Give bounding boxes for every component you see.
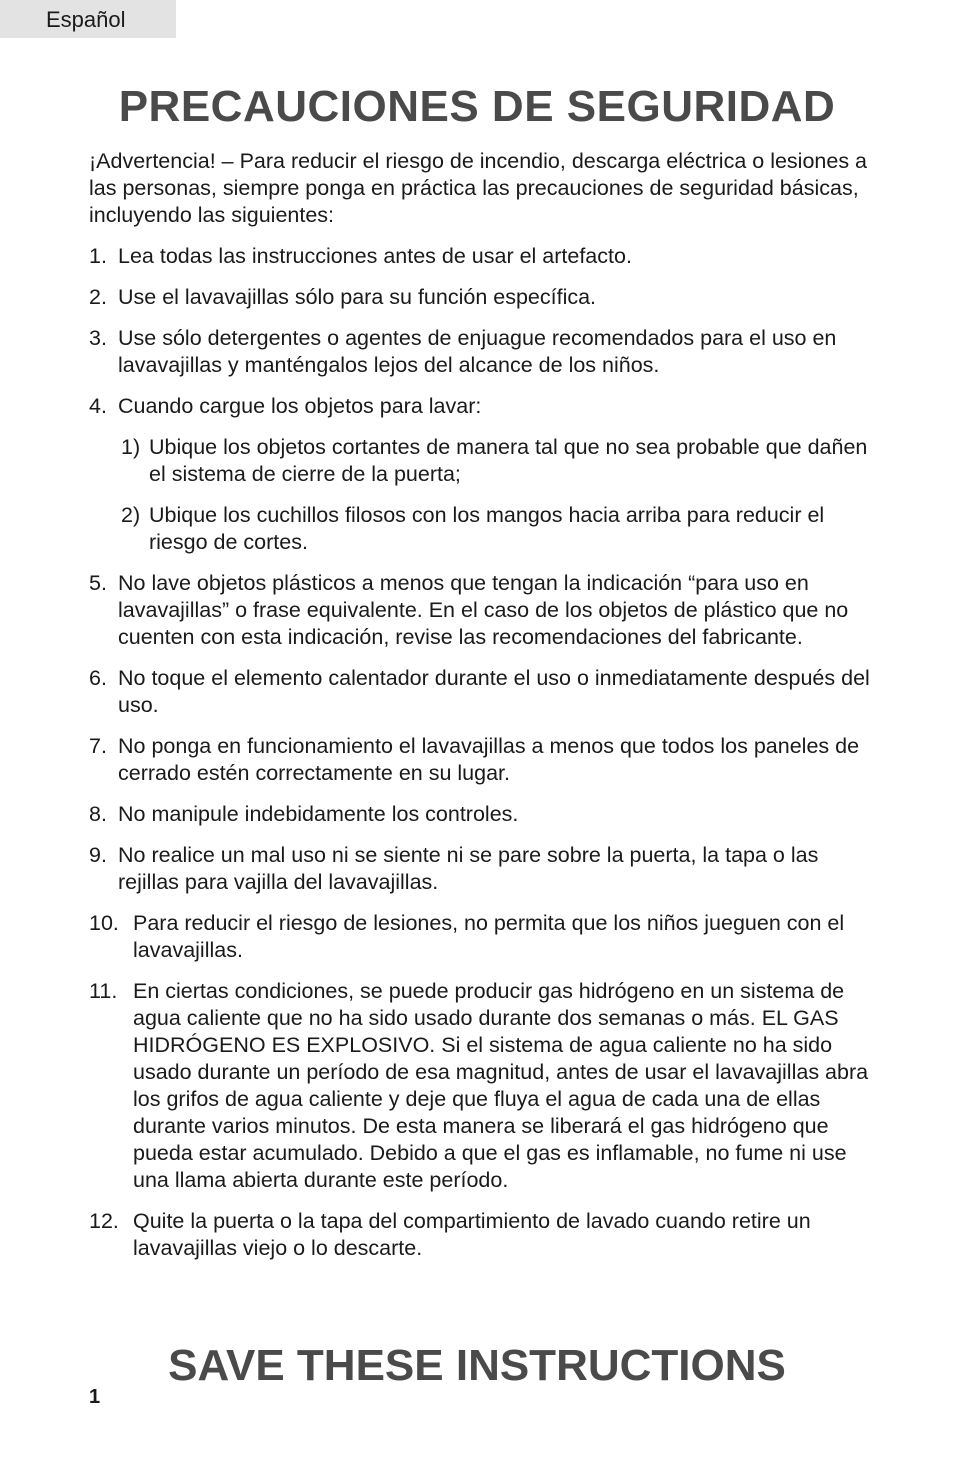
item-text: No realice un mal uso ni se siente ni se pare sobre la puerta, la tapa o las rejillas para vajilla del lavavajillas. [118, 843, 819, 894]
item-number: 1. [89, 244, 107, 268]
list-item [89, 910, 879, 964]
list-item [89, 393, 879, 420]
subitem-number: 1) [121, 435, 141, 459]
item-text: Lea todas las instrucciones antes de usar el artefacto. [118, 244, 632, 268]
sub-list-item [121, 434, 879, 488]
item-number: 3. [89, 326, 107, 350]
item-number: 4. [89, 394, 107, 418]
item-number: 9. [89, 843, 107, 867]
page-title: PRECAUCIONES DE SEGURIDAD [118, 82, 836, 131]
item-text: Use el lavavajillas sólo para su función específica. [118, 285, 597, 309]
save-instructions-heading: SAVE THESE INSTRUCTIONS [168, 1341, 786, 1390]
subitem-text: Ubique los objetos cortantes de manera tal que no sea probable que dañen el sistema de cierre de la puerta; [149, 435, 868, 486]
list-item [89, 284, 879, 311]
item-number: 5. [89, 571, 107, 595]
item-number: 6. [89, 666, 107, 690]
item-number: 7. [89, 734, 107, 758]
page-number: 1 [89, 1386, 101, 1408]
list-item [89, 1208, 879, 1262]
item-text: En ciertas condiciones, se puede producir gas hidrógeno en un sistema de agua caliente que no ha sido usado durante dos semanas o más. EL GAS HIDRÓGENO ES EXPLOSIVO. Si el sistema de agua caliente no ha sido usado durante un período de esa magnitud, antes de usar el lavavajillas abra los grifos de agua caliente y deje que fluya el agua de cada una de ellas durante varios minutos. De esta manera se liberará el gas hidrógeno que pueda estar acumulado. Debido a que el gas es inflamable, no fume ni use una llama abierta durante este período. [133, 979, 869, 1192]
item-number: 8. [89, 802, 107, 826]
intro-warning: ¡Advertencia! – Para reducir el riesgo de incendio, descarga eléctrica o lesiones a las personas, siempre ponga en práctica las precauciones de seguridad básicas, incluyendo las siguientes: [89, 149, 868, 227]
list-item [89, 842, 879, 896]
item-number: 11. [89, 979, 118, 1003]
language-tab: Español [0, 0, 176, 38]
item-text: No lave objetos plásticos a menos que tengan la indicación “para uso en lavavajillas” o frase equivalente. En el caso de los objetos de plástico que no cuenten con esta indicación, revise las recomendaciones del fabricante. [118, 571, 849, 649]
list-item [89, 570, 879, 651]
item-text: No manipule indebidamente los controles. [118, 802, 519, 826]
item-text: Para reducir el riesgo de lesiones, no permita que los niños jueguen con el lavavajillas. [133, 911, 845, 962]
list-item [89, 665, 879, 719]
subitem-text: Ubique los cuchillos filosos con los mangos hacia arriba para reducir el riesgo de cortes. [149, 503, 825, 554]
item-text: No toque el elemento calentador durante el uso o inmediatamente después del uso. [118, 666, 870, 717]
list-item [89, 733, 879, 787]
item-number: 2. [89, 285, 107, 309]
list-item [89, 325, 879, 379]
item-number: 12. [89, 1209, 119, 1233]
list-item [89, 243, 879, 270]
item-number: 10. [89, 911, 119, 935]
list-item [89, 801, 879, 828]
item-text: No ponga en funcionamiento el lavavajillas a menos que todos los paneles de cerrado estén correctamente en su lugar. [118, 734, 860, 785]
safety-list [89, 148, 879, 1276]
item-text: Quite la puerta o la tapa del compartimiento de lavado cuando retire un lavavajillas viejo o lo descarte. [133, 1209, 811, 1260]
subitem-number: 2) [121, 503, 141, 527]
item-text: Cuando cargue los objetos para lavar: [118, 394, 482, 418]
item-text: Use sólo detergentes o agentes de enjuague recomendados para el uso en lavavajillas y manténgalos lejos del alcance de los niños. [118, 326, 837, 377]
list-item [89, 978, 879, 1194]
sub-list-item [121, 502, 879, 556]
